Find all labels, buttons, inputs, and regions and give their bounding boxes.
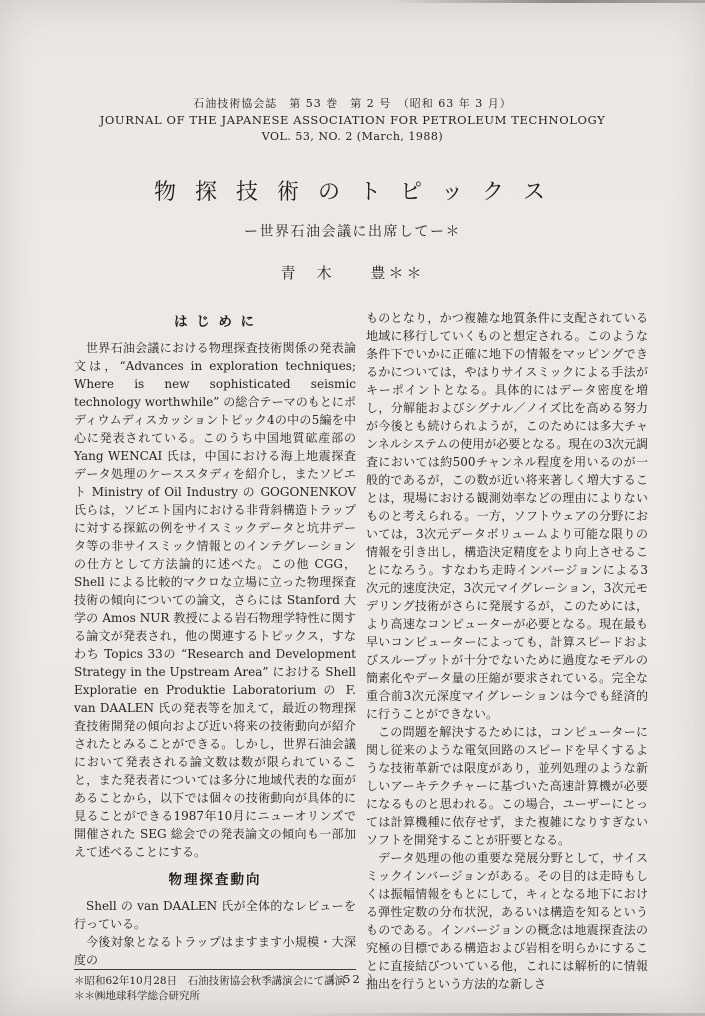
article-title: 物 探 技 術 の ト ピ ッ ク ス <box>154 180 551 205</box>
page-number: （ 52 ） <box>324 972 381 986</box>
trends-continuation-paragraph: ものとなり，かつ複雑な地質条件に支配されている地域に移行していくものと想定される。このような条件下でいかに正確に地下の情報をマッピングできるかについては，やはりサイスミックによる手法がキーポイントとなる。具体的にはデータ密度を増し，分解能およびシグナル／ノイズ比を高める努力が今後とも続けられようが，このためには多大チャンネルシステムの使用が必要となる。現在の3次元調査においては約500チャンネル程度を用いるのが一般的であるが，この数が近い将来著しく増大することは，現場における観測効率などの理由によりないものと考えられる。一方，ソフトウェアの分野においては，3次元データボリュームより可能な限りの情報を引き出し，構造決定精度をより向上させることになろう。すなわち走時インバージョンによる3次元的速度決定，3次元マイグレーション，3次元モデリング技術がさらに発展するが，このためには，より高速なコンピューターが必要となる。現在最も早いコンピューターによっても，計算スピードおよびスループットが十分でないために過度なモデルの簡素化やデータ量の圧縮が要求されている。完全な重合前3次元深度マイグレーションは今でも経済的に行うことができない。 <box>366 311 648 721</box>
right-column <box>366 309 648 991</box>
footnote-rule <box>74 969 356 970</box>
journal-citation-jp: 石油技術協会誌 第 53 巻 第 2 号 （昭和 63 年 3 月） <box>193 97 512 110</box>
intro-paragraph: 世界石油会議における物理探査技術関係の発表論文は，“Advances in exploration techniques; Where is new sophisticated seismic technology worthwhile” の総合テーマのもとにポディウムディスカッショントピック4の中の5編を中心に発表されている。このうち中国地質砿産部の Yang WENCAI 氏は，中国における海上地震探査データ処理のケーススタディを紹介し，またソビエト Ministry of Oil Industry の GOGONENKOV 氏らは，ソビエト国内における非背斜構造トラップに対する探鉱の例をサイスミックデータと坑井データ等の非サイスミック情報とのインテグレーションの仕方として方法論的に述べた。この他 CGG，Shell による比較的マクロな立場に立った物理探査技術の傾向についての論文，さらには Stanford 大学の Amos NUR 教授による岩石物理学特性に関する論文が発表され，他の関連するトピックス，すなわち Topics 33の “Research and Development Strategy in the Upstream Area” における Shell Exploratie en Produktie Laboratorium の F. van DAALEN 氏の発表等を加えて，最近の物理探査技術開発の傾向および近い将来の技術動向が紹介されたとみることができる。しかし，世界石油会議において発表される論文数は数が限られていること，また発表者については多分に地域代表的な面があることから，以下では個々の技術動向が具体的に見ることができる1987年10月にニューオリンズで開催された SEG 総会での発表論文の傾向も一部加えて述べることにする。 <box>74 341 356 859</box>
journal-volume-line: VOL. 53, NO. 2 (March, 1988) <box>261 130 444 143</box>
footnotes <box>74 969 356 1004</box>
trends-paragraph-1: Shell の van DAALEN 氏が全体的なレビューを行っている。 <box>74 899 356 931</box>
trends-computing-paragraph: この問題を解決するためには，コンピューターに関し従来のような電気回路のスピードを早くするような技術革新では限度があり，並列処理のような新しいアーキテクチャーに基づいた高速計算機が必要になるものと思われる。この場合，ユーザーにとっては計算機種に依存せず，また複雑になりすぎないソフトを開発することが肝要となる。 <box>366 725 648 847</box>
footnote-lecture: ＊昭和62年10月28日 石油技術協会秋季講演会にて講演 <box>74 975 346 987</box>
footnote-affiliation: ＊＊㈱地球科学総合研究所 <box>74 990 200 1002</box>
section-heading-hajimeni: は じ め に <box>173 314 257 330</box>
section-heading-butsutan-doukou: 物理探査動向 <box>168 872 262 888</box>
journal-header <box>0 96 705 145</box>
article-author: 青 木 豊＊＊ <box>280 264 425 282</box>
trends-inversion-paragraph: データ処理の他の重要な発展分野として，サイスミックインバージョンがある。その目的は走時もしくは振幅情報をもとにして，キィとなる地下における弾性定数の分布状況，あるいは構造を知るというものである。インバージョンの概念は地震探査法の究極の目標である構造および岩相を明らかにすることに直接結びついている他，これには解析的に情報抽出を行うという方法的な新しさ <box>366 851 648 991</box>
article-subtitle: ー世界石油会議に出席してー＊ <box>244 224 461 240</box>
journal-name-en: JOURNAL OF THE JAPANESE ASSOCIATION FOR PETROLEUM TECHNOLOGY <box>99 113 606 127</box>
trends-paragraph-2: 今後対象となるトラップはますます小規模・大深度の <box>74 935 356 967</box>
